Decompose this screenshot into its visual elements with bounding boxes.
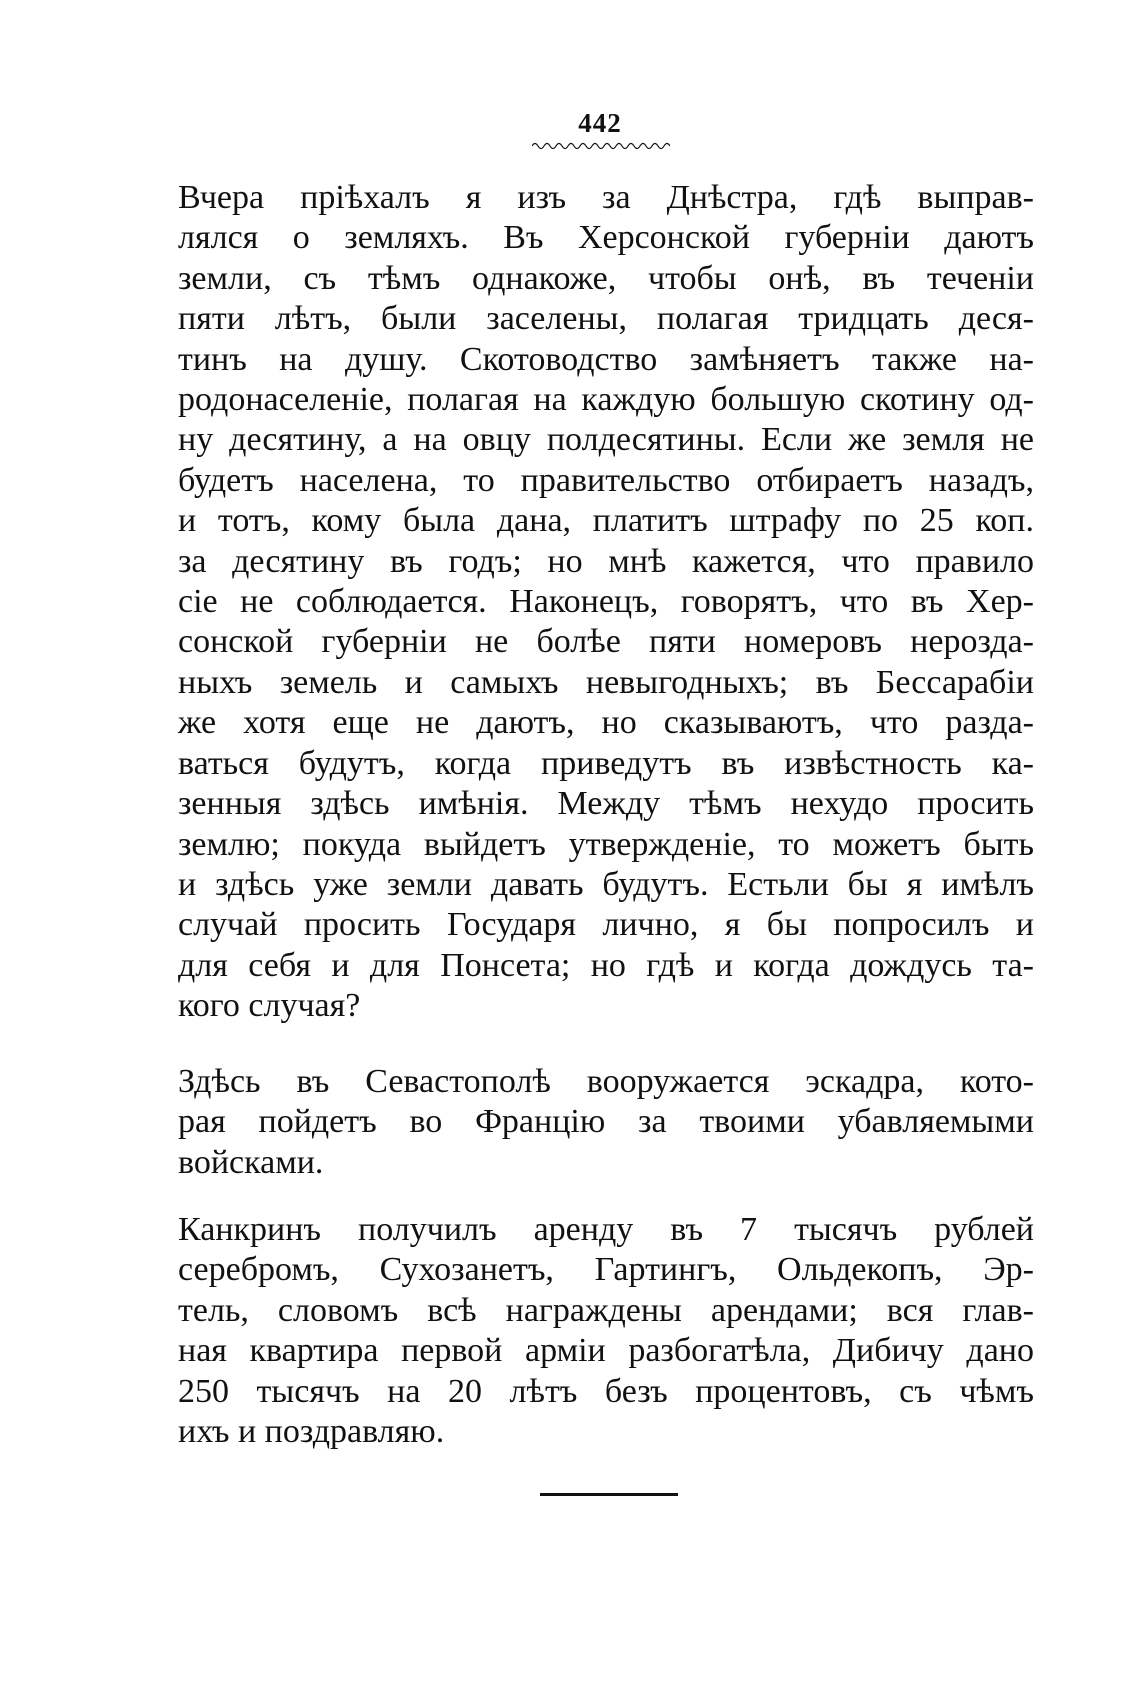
wavy-rule-ornament (532, 140, 670, 150)
text-line: же хотя еще не даютъ, но сказываютъ, что разда- (178, 704, 1034, 742)
text-line: и тотъ, кому была дана, платитъ штрафу по 25 коп. (178, 502, 1034, 540)
text-line: войсками. (178, 1143, 324, 1181)
text-line: ныхъ земель и самыхъ невыгодныхъ; въ Бессарабіи (178, 663, 1034, 701)
text-line: за десятину въ годъ; но мнѣ кажется, что правило (178, 542, 1034, 580)
text-line: и здѣсь уже земли давать будутъ. Естьли бы я имѣлъ (178, 865, 1034, 903)
text-line: Здѣсь въ Севастополѣ вооружается эскадра, кото- (178, 1063, 1034, 1100)
text-line: сіе не соблюдаетcя. Наконецъ, говорятъ, что въ Хер- (178, 583, 1034, 621)
text-line: земли, съ тѣмъ однакоже, чтобы онѣ, въ теченіи (178, 259, 1034, 297)
text-line: ну десятину, а на овцу полдесятины. Если же земля не (178, 421, 1034, 459)
text-line: кого случая? (178, 987, 361, 1025)
text-line: случай просить Государя лично, я бы попросилъ и (178, 906, 1034, 944)
text-line: будетъ населена, то правительство отбираетъ назадъ, (178, 461, 1034, 499)
page-number: 442 (578, 108, 622, 138)
text-line: ваться будутъ, когда приведутъ въ извѣстность ка- (178, 744, 1034, 782)
text-line: пяти лѣтъ, были заселены, полагая тридцать деся- (178, 300, 1034, 338)
text-line: Вчера пріѣхалъ я изъ за Днѣстра, гдѣ выправ- (178, 179, 1034, 216)
text-line: серебромъ, Сухозанетъ, Гартингъ, Ольдекопъ, Эр- (178, 1251, 1034, 1289)
text-line: землю; покуда выйдетъ утвержденіе, то можетъ быть (178, 825, 1034, 863)
text-line: лялся о земляхъ. Въ Херсонской губерніи даютъ (178, 219, 1034, 257)
end-divider (540, 1493, 678, 1496)
text-line: тель, словомъ всѣ награждены арендами; вся глав- (178, 1291, 1034, 1329)
text-line: тинъ на душу. Скотоводство замѣняетъ также на- (178, 340, 1034, 378)
text-line: зенныя здѣсь имѣнія. Между тѣмъ нехудо просить (178, 785, 1034, 823)
text-line: родонаселеніе, полагая на каждую большую скотину од- (178, 381, 1034, 419)
text-line: 250 тысячъ на 20 лѣтъ безъ процентовъ, съ чѣмъ (178, 1372, 1034, 1410)
text-line: ихъ и поздравляю. (178, 1413, 445, 1451)
text-line: рая пойдетъ во Францію за твоими убавляемыми (178, 1103, 1034, 1141)
text-line: для себя и для Понсета; но гдѣ и когда дождусь та- (178, 946, 1034, 984)
text-line: сонской губерніи не болѣе пяти номеровъ нерозда- (178, 623, 1034, 661)
paragraph-2 (178, 1062, 1034, 1183)
text-line: ная квартира первой арміи разбогатѣла, Дибичу дано (178, 1332, 1034, 1370)
text-line: Канкринъ получилъ аренду въ 7 тысячъ рублей (178, 1211, 1034, 1248)
paragraph-3 (178, 1210, 1034, 1452)
paragraph-1 (178, 178, 1034, 1027)
